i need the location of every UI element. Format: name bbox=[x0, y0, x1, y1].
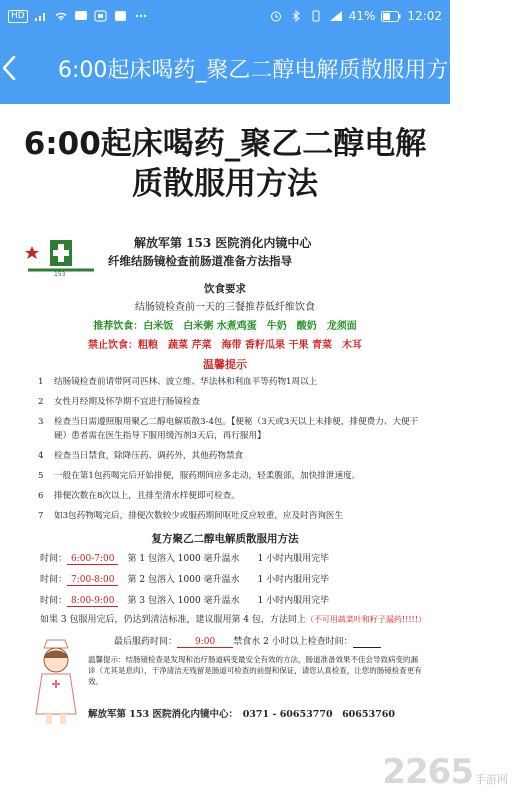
alarm-icon bbox=[269, 10, 283, 22]
tip-item: 6 排便次数在8次以上，且排至清水样便即可检查。 bbox=[38, 491, 240, 501]
battery-icon bbox=[381, 11, 401, 22]
wifi-icon bbox=[54, 10, 68, 22]
site-watermark bbox=[382, 752, 508, 792]
last-meal-time: 9:00 bbox=[177, 637, 233, 648]
svg-text:153: 153 bbox=[54, 271, 66, 278]
recommend-diet bbox=[22, 317, 428, 336]
app-notification-icon bbox=[94, 10, 108, 22]
tip-item: 3 检查当日需遵照服用聚乙二醇电解质散3-4包。【便秘（3天或3天以上未排便，排便费力、大便干硬）患者需在医生指导下服用缓泻剂3天后，再行服用】 bbox=[38, 417, 419, 441]
watermark-text: 手游网 bbox=[475, 773, 508, 786]
star-outline-icon bbox=[470, 55, 496, 81]
hd-badge: HD bbox=[8, 10, 28, 23]
more-notification-icon bbox=[134, 10, 148, 22]
dose-time: 6:00-7:00 bbox=[67, 554, 118, 565]
dose-row: 时间： 6:00-7:00 第 1 包溶入 1000 毫升温水 1 小时内服用完毕 bbox=[40, 554, 330, 564]
doc-header bbox=[22, 234, 428, 278]
battery-percent: 41% bbox=[348, 9, 376, 23]
forbidden-diet bbox=[22, 336, 428, 355]
hospital-name: 解放军第 153 医院消化内镜中心 bbox=[134, 236, 312, 250]
dose-title: 复方聚乙二醇电解质散服用方法 bbox=[151, 533, 299, 545]
dose-time: 7:00-8:00 bbox=[67, 575, 118, 586]
recommend-label: 推荐饮食： bbox=[93, 321, 144, 332]
nurse-illustration-icon bbox=[28, 634, 84, 726]
tips-list bbox=[22, 375, 428, 523]
diet-title: 饮食要求 bbox=[204, 283, 246, 295]
signal-icon bbox=[34, 10, 48, 22]
back-arrow-icon bbox=[0, 54, 18, 82]
diet-desc: 结肠镜检查前一天的三餐推荐低纤维饮食 bbox=[135, 302, 315, 313]
app-bar-title: 6:00起床喝药_聚乙二醇电解质散服用方法 bbox=[58, 57, 471, 83]
instruction-document bbox=[22, 234, 428, 782]
tip-item: 5 一般在第1包药喝完后开始排便，服药期间应多走动，轻柔腹部，加快排泄速度。 bbox=[38, 471, 361, 481]
doc-footer bbox=[22, 634, 428, 726]
contact-line: 解放军第 153 医院消化内镜中心： 0371 - 60653770 60653760 bbox=[88, 709, 395, 720]
forbid-items: 粗粮 蔬菜 芹菜 海带 香籽瓜果 干果 青菜 木耳 bbox=[138, 340, 362, 351]
app-bar bbox=[0, 32, 471, 104]
tip-item: 7 如3包药物喝完后，排便次数较少或服药期间呕吐反应较重，应及时咨询医生 bbox=[38, 511, 344, 521]
status-time: 12:02 bbox=[407, 9, 442, 23]
recommend-items: 白米饭 白米粥 水煮鸡蛋 牛奶 酸奶 龙须面 bbox=[143, 321, 357, 332]
shopping-icon bbox=[114, 10, 128, 22]
dose-note: 如果 3 包服用完后，仍达到清洁标准，建议服用第 4 包，方法同上（不可用蔬菜叶和籽子漏药!!!!!） bbox=[40, 615, 426, 625]
watermark-number: 2265 bbox=[382, 752, 473, 792]
forbid-label: 禁止饮食： bbox=[88, 340, 139, 351]
tip-item: 1 结肠镜检查前请带阿司匹林、波立维、华法林和利血平等药物1周以上 bbox=[38, 377, 318, 387]
dose-time: 8:00-9:00 bbox=[67, 596, 118, 607]
back-button[interactable] bbox=[0, 32, 18, 104]
network-signal-icon bbox=[329, 10, 343, 22]
dose-row: 时间： 7:00-8:00 第 2 包溶入 1000 毫升温水 1 小时内服用完毕 bbox=[40, 575, 330, 585]
doc-subtitle: 纤维结肠镜检查前肠道准备方法指导 bbox=[108, 254, 292, 268]
bluetooth-icon bbox=[289, 10, 303, 22]
tip-item: 4 检查当日禁食，除降压药、调药外，其他药物禁食 bbox=[38, 451, 244, 461]
message-icon bbox=[74, 10, 88, 22]
vibrate-icon bbox=[309, 10, 323, 22]
article-title: 6:00起床喝药_聚乙二醇电解质散服用方法 bbox=[23, 126, 427, 202]
dose-row: 时间： 8:00-9:00 第 3 包溶入 1000 毫升温水 1 小时内服用完毕 bbox=[40, 596, 330, 606]
warm-tip: 温馨提示：结肠镜检查是发现和治疗肠道病变最安全有效的方法，肠道准备效果不佳会导致病变的漏诊（尤其是息肉），干净清洁无残留是肠道可检查的前提和保证，请您认真检查，让您的肠镜检查更有效。 bbox=[88, 655, 422, 686]
last-meal-line: 最后服药时间： 9:00 禁食水 2 小时以上检查时间： bbox=[114, 634, 381, 647]
share-button[interactable] bbox=[496, 32, 522, 104]
share-icon bbox=[496, 55, 522, 81]
hospital-logo-icon bbox=[22, 234, 100, 278]
tips-title: 温馨提示 bbox=[203, 358, 247, 371]
tip-item: 2 女性月经期及怀孕期不宜进行肠镜检查 bbox=[38, 397, 201, 407]
status-bar bbox=[0, 0, 450, 32]
favorite-button[interactable] bbox=[470, 32, 496, 104]
